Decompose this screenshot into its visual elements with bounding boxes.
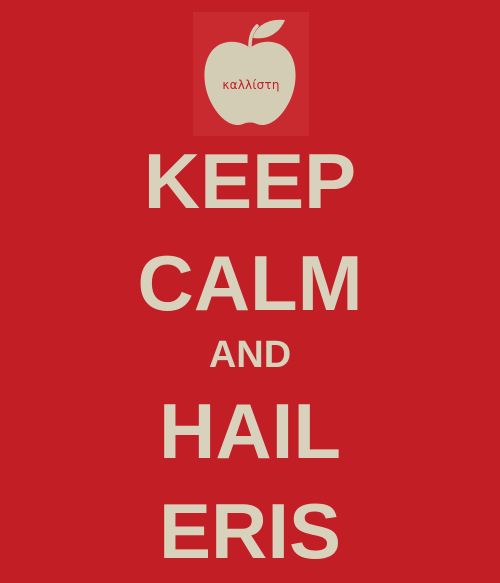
headline-keep: KEEP — [143, 137, 357, 225]
emblem-text: καλλίστη — [222, 78, 280, 92]
headline-hail: HAIL — [159, 387, 341, 475]
headline-calm: CALM — [137, 239, 363, 327]
apple-icon — [193, 12, 309, 136]
headline-eris: ERIS — [158, 487, 342, 575]
headline-and: AND — [208, 334, 292, 376]
apple-emblem — [193, 12, 309, 136]
